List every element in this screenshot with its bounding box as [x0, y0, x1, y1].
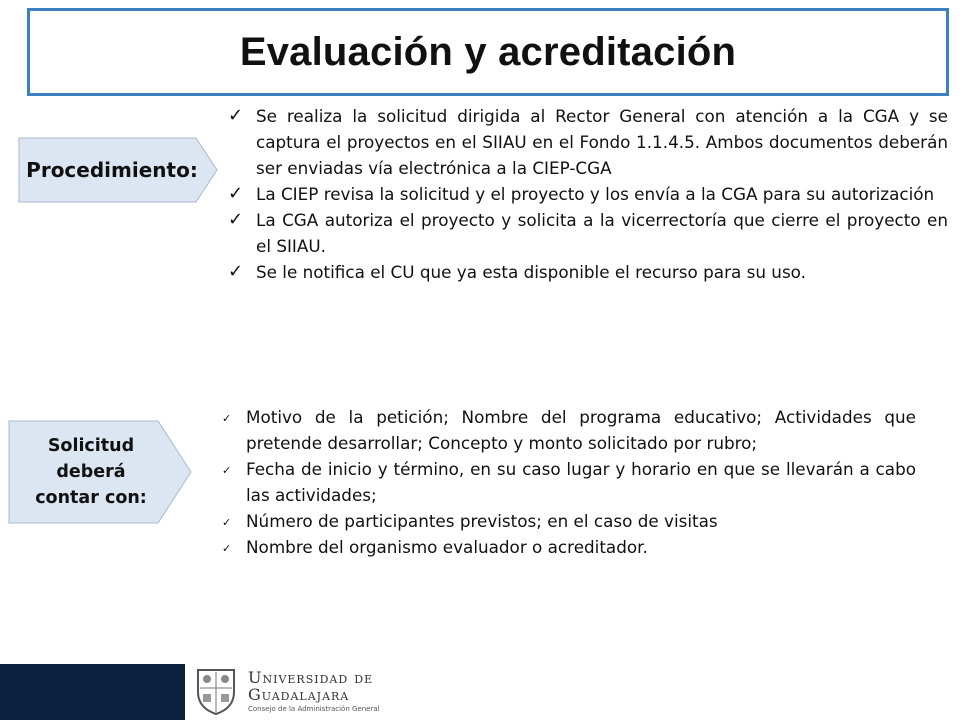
title-box: [27, 8, 949, 96]
check-icon: ✓: [228, 183, 244, 204]
check-icon: ✓: [222, 412, 232, 425]
solicitud-arrow-label: [8, 420, 192, 524]
list-item: ✓ La CGA autoriza el proyecto y solicita a la vicerrectoría que cierre el proyecto en el SIIAU.: [228, 209, 948, 256]
list-item: ✓ Número de participantes previstos; en el caso de visitas: [222, 508, 916, 534]
crest-icon: [192, 666, 240, 716]
footer-band: [0, 664, 185, 720]
solicitud-label: Solicitud deberá contar con:: [35, 436, 147, 508]
page-title: Evaluación y acreditación: [239, 29, 737, 74]
check-icon: ✓: [228, 105, 244, 126]
check-icon: ✓: [222, 542, 232, 555]
list-item: ✓ Se le notifica el CU que ya esta disponible el recurso para su uso.: [228, 259, 948, 285]
list-item: ✓ Nombre del organismo evaluador o acreditador.: [222, 534, 916, 560]
procedimiento-arrow-label: [18, 137, 218, 203]
check-icon: ✓: [222, 516, 232, 529]
check-icon: ✓: [228, 261, 244, 282]
solicitud-list: [222, 404, 916, 560]
university-logo: [192, 664, 380, 718]
check-icon: ✓: [228, 209, 244, 230]
list-item: ✓ Motivo de la petición; Nombre del programa educativo; Actividades que pretende desarrollar; Concepto y monto solicitado por rubro;: [222, 407, 916, 453]
list-item: ✓ Fecha de inicio y término, en su caso lugar y horario en que se llevarán a cabo las actividades;: [222, 459, 916, 505]
list-item: ✓ Se realiza la solicitud dirigida al Rector General con atención a la CGA y se captura el proyectos en el SIIAU en el Fondo 1.1.4.5. Ambos documentos deberán ser enviadas vía electrónica a la CIEP-CGA: [228, 105, 948, 178]
procedimiento-label: Procedimiento:: [26, 158, 198, 182]
procedimiento-list: [228, 103, 948, 285]
list-item: ✓ La CIEP revisa la solicitud y el proyecto y los envía a la CGA para su autorización: [228, 181, 948, 207]
logo-text: Universidad de Guadalajara Consejo de la Administración General: [248, 668, 380, 713]
check-icon: ✓: [222, 464, 232, 477]
